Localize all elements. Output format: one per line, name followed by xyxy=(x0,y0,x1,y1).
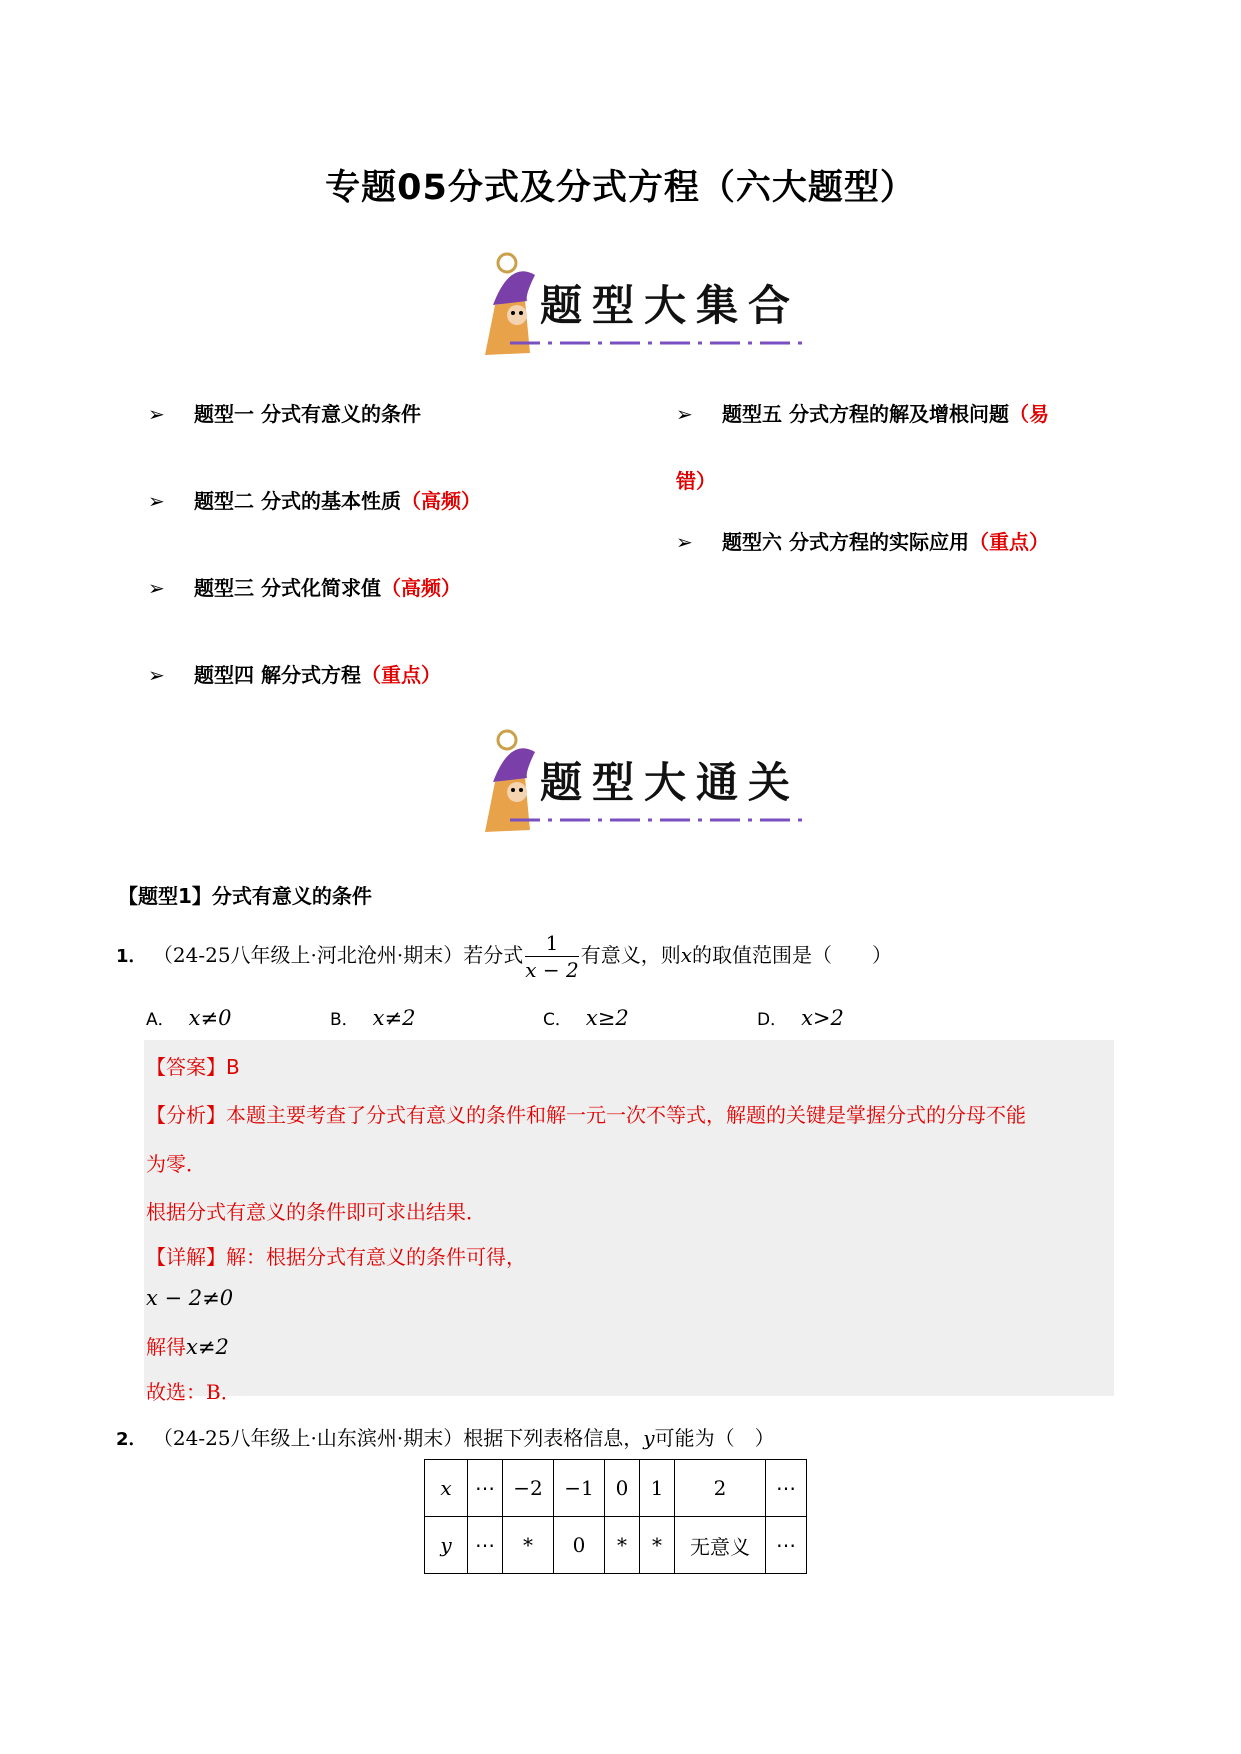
table-cell: 0 xyxy=(554,1517,605,1574)
toc-item-5[interactable]: ➢ 题型五 分式方程的解及增根问题（易 xyxy=(676,402,1049,426)
info-table xyxy=(424,1459,807,1574)
analysis-line-3: 根据分式有意义的条件即可求出结果． xyxy=(146,1200,486,1224)
analysis-line-2: 为零． xyxy=(146,1152,206,1176)
section-banner-practice xyxy=(455,722,815,837)
arrow-icon: ➢ xyxy=(676,402,693,426)
detail-line-3: 解得x≠2 xyxy=(146,1335,229,1359)
banner-text: 题型大通关 xyxy=(540,758,801,807)
table-row xyxy=(425,1517,807,1574)
toc-item-4[interactable]: ➢ 题型四 解分式方程（重点） xyxy=(148,663,441,687)
table-cell: 1 xyxy=(640,1460,675,1517)
table-cell: x xyxy=(425,1460,468,1517)
fraction: $\frac{1}{x - 2}$ xyxy=(525,931,579,982)
table-cell: 2 xyxy=(675,1460,766,1517)
table-cell: * xyxy=(640,1517,675,1574)
detail-line-2: x − 2≠0 xyxy=(146,1286,234,1310)
toc-item-1[interactable]: ➢ 题型一 分式有意义的条件 xyxy=(148,402,421,426)
section-banner-collection xyxy=(455,245,815,360)
arrow-icon: ➢ xyxy=(148,489,165,513)
arrow-icon: ➢ xyxy=(148,576,165,600)
table-cell: −1 xyxy=(554,1460,605,1517)
answer-line: 【答案】B xyxy=(146,1055,240,1079)
banner-text: 题型大集合 xyxy=(540,281,801,330)
option-b[interactable]: B． x≠2 xyxy=(330,1006,416,1030)
table-cell: * xyxy=(605,1517,640,1574)
option-d[interactable]: D． x>2 xyxy=(757,1006,844,1030)
table-cell: y xyxy=(425,1517,468,1574)
table-cell: ⋯ xyxy=(468,1517,503,1574)
banner-underline xyxy=(510,814,810,826)
analysis-line-1: 【分析】本题主要考查了分式有意义的条件和解一元一次不等式，解题的关键是掌握分式的分母不能 xyxy=(146,1103,1026,1127)
table-cell: * xyxy=(503,1517,554,1574)
table-cell: 无意义 xyxy=(675,1517,766,1574)
toc-item-6[interactable]: ➢ 题型六 分式方程的实际应用（重点） xyxy=(676,530,1049,554)
option-a[interactable]: A． x≠0 xyxy=(146,1006,232,1030)
section-heading: 【题型1】分式有意义的条件 xyxy=(118,884,372,908)
question-2: 2． （24-25八年级上·山东滨州·期末）根据下列表格信息，y可能为（ ） xyxy=(116,1426,775,1450)
toc-item-2[interactable]: ➢ 题型二 分式的基本性质（高频） xyxy=(148,489,481,513)
table-row xyxy=(425,1460,807,1517)
table-cell: 0 xyxy=(605,1460,640,1517)
option-c[interactable]: C． x≥2 xyxy=(543,1006,629,1030)
toc-item-3[interactable]: ➢ 题型三 分式化简求值（高频） xyxy=(148,576,461,600)
question-1: 1． （24-25八年级上·河北沧州·期末）若分式 $\frac{1}{x - 2}$ 有意义，则x的取值范围是（ ） xyxy=(116,931,893,982)
banner-underline xyxy=(510,337,810,349)
table-cell: ⋯ xyxy=(766,1460,807,1517)
page-title: 专题05分式及分式方程（六大题型） xyxy=(325,168,916,208)
detail-line-4: 故选：B． xyxy=(146,1380,241,1404)
table-cell: ⋯ xyxy=(468,1460,503,1517)
table-cell: −2 xyxy=(503,1460,554,1517)
table-cell: ⋯ xyxy=(766,1517,807,1574)
arrow-icon: ➢ xyxy=(148,663,165,687)
toc-item-5-cont: 错） xyxy=(676,469,716,493)
arrow-icon: ➢ xyxy=(148,402,165,426)
detail-line-1: 【详解】解：根据分式有意义的条件可得， xyxy=(146,1245,526,1269)
arrow-icon: ➢ xyxy=(676,530,693,554)
